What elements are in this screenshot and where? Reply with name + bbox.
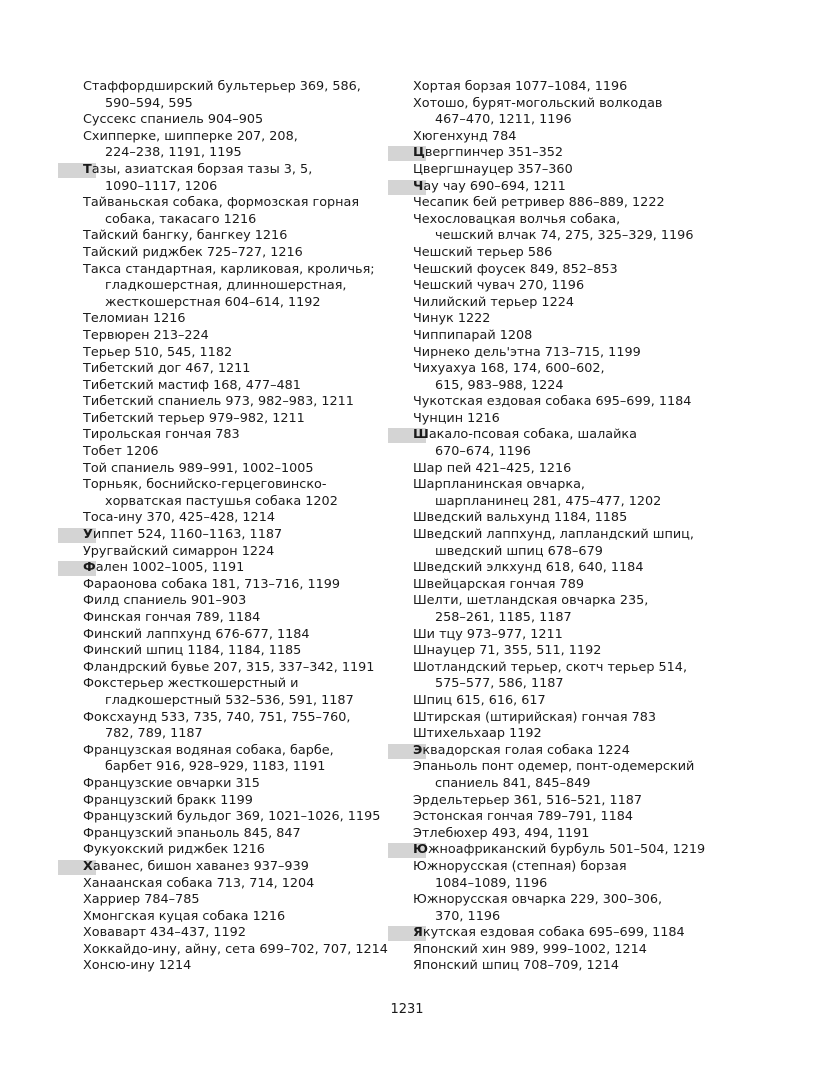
index-entry-line: Шарпланинская овчарка, (413, 477, 585, 493)
index-entry (413, 743, 723, 760)
index-entry-line: Чунцин 1216 (413, 410, 500, 426)
index-entry-text: жноафриканский бурбуль 501–504, 1219 (428, 842, 706, 858)
index-entry (413, 477, 723, 510)
index-entry (83, 643, 401, 660)
index-entry-line: Чирнеко дель'этна 713–715, 1199 (413, 344, 641, 360)
index-entry-continuation: собака, такасаго 1216 (105, 211, 257, 227)
index-entry-continuation: 258–261, 1185, 1187 (435, 610, 572, 625)
index-entry (413, 394, 723, 411)
index-entry-line: Эрдельтерьер 361, 516–521, 1187 (413, 792, 643, 808)
index-entry-line: Шпиц 615, 616, 617 (413, 692, 546, 708)
index-entry-line (413, 427, 723, 444)
index-entry (83, 394, 401, 411)
section-letter: Э (413, 742, 423, 758)
index-entry-line: Чинук 1222 (413, 311, 491, 327)
index-entry (83, 195, 401, 228)
index-entry-line: Хортая борзая 1077–1084, 1196 (413, 79, 628, 94)
index-entry-line: Тайваньская собака, формозская горная (83, 195, 360, 211)
index-entry (83, 776, 401, 793)
index-entry-text: кутская ездовая собака 695–699, 1184 (422, 925, 685, 941)
index-entry-line: Шведский элкхунд 618, 640, 1184 (413, 560, 644, 576)
index-entry-line (83, 527, 401, 544)
index-entry-line: Этлебюхер 493, 494, 1191 (413, 825, 590, 841)
page-number: 1231 (390, 1002, 424, 1017)
index-entry (413, 295, 723, 312)
index-entry-line: Тирольская гончая 783 (83, 427, 240, 443)
index-entry (413, 809, 723, 826)
index-entry (83, 361, 401, 378)
section-letter: Ц (413, 145, 425, 161)
index-entry-continuation: 370, 1196 (435, 908, 501, 924)
index-entry (83, 892, 401, 909)
index-entry-line: Тервюрен 213–224 (83, 327, 209, 343)
index-entry (413, 278, 723, 295)
index-entry-line: Французский бульдог 369, 1021–1026, 1195 (83, 809, 381, 825)
index-entry-continuation: 1090–1117, 1206 (105, 178, 218, 194)
index-entry-text: ау чау 690–694, 1211 (423, 178, 566, 194)
index-entry (413, 627, 723, 644)
index-entry (83, 444, 401, 461)
index-entry-line: Эпаньоль понт одемер, понт-одемерский (413, 759, 695, 775)
index-entry (83, 129, 401, 162)
index-entry (83, 245, 401, 262)
index-entry (413, 262, 723, 279)
index-entry-line: Фокстерьер жесткошерстный и (83, 676, 299, 692)
index-entry (413, 942, 723, 959)
index-entry-line: Терьер 510, 545, 1182 (83, 344, 233, 360)
index-entry-continuation: 590–594, 595 (105, 95, 193, 111)
index-entry-text: квадорская голая собака 1224 (422, 742, 630, 758)
index-entry-continuation: шарпланинец 281, 475–477, 1202 (435, 493, 662, 509)
index-entry (83, 793, 401, 810)
index-entry (83, 577, 401, 594)
index-entry (413, 958, 723, 975)
index-entry (413, 145, 723, 162)
index-entry (413, 411, 723, 428)
index-entry-line (413, 179, 723, 196)
index-entry (413, 759, 723, 792)
index-entry (83, 427, 401, 444)
index-entry-line: Схипперке, шипперке 207, 208, (83, 128, 298, 144)
section-letter: Ч (413, 178, 424, 194)
index-entry-line: Хюгенхунд 784 (413, 128, 517, 144)
index-entry (413, 793, 723, 810)
index-entry (413, 826, 723, 843)
index-entry-text: вергпинчер 351–352 (424, 145, 564, 161)
index-entry (83, 510, 401, 527)
index-entry-line: Фараонова собака 181, 713–716, 1199 (83, 576, 341, 592)
index-entry-line: Тайский риджбек 725–727, 1216 (83, 244, 303, 260)
index-entry-line: Чешский чувач 270, 1196 (413, 278, 585, 294)
index-entry-line: Шведский вальхунд 1184, 1185 (413, 510, 628, 526)
index-entry-line: Швейцарская гончая 789 (413, 576, 584, 592)
index-entry-line: Тоса-ину 370, 425–428, 1214 (83, 510, 275, 526)
index-entry (413, 726, 723, 743)
section-letter: Ф (83, 560, 96, 576)
index-entry (83, 79, 401, 112)
index-entry (83, 328, 401, 345)
index-entry-line: Финский лаппхунд 676-677, 1184 (83, 626, 310, 642)
index-entry-line: Шведский лаппхунд, лапландский шпиц, (413, 527, 694, 543)
index-entry (413, 361, 723, 394)
index-entry-line: Хонсю-ину 1214 (83, 958, 192, 974)
index-entry-line: Шнауцер 71, 355, 511, 1192 (413, 643, 602, 659)
index-entry-line: Чешский фоусек 849, 852–853 (413, 261, 618, 277)
index-column-left (83, 79, 401, 975)
index-entry (413, 311, 723, 328)
index-entry-line: Тобет 1206 (83, 444, 159, 460)
index-entry (413, 693, 723, 710)
index-entry (83, 826, 401, 843)
index-entry-line: Хмонгская куцая собака 1216 (83, 908, 286, 924)
index-entry (413, 577, 723, 594)
index-entry (83, 593, 401, 610)
index-entry (413, 593, 723, 626)
index-entry-line: Торньяк, боснийско-герцеговинско- (83, 477, 327, 493)
index-entry (83, 942, 401, 959)
index-entry-line: Ховаварт 434–437, 1192 (83, 925, 246, 941)
index-entry-line: Чилийский терьер 1224 (413, 294, 574, 310)
index-column-right (413, 79, 723, 975)
index-entry-line: Суссекс спаниель 904–905 (83, 112, 264, 128)
index-entry (83, 311, 401, 328)
index-entry (413, 179, 723, 196)
section-letter: Т (83, 161, 92, 177)
index-entry-line: Уругвайский симаррон 1224 (83, 543, 275, 559)
index-entry-line: Чихуахуа 168, 174, 600–602, (413, 361, 605, 377)
index-entry-continuation: 467–470, 1211, 1196 (435, 112, 572, 128)
index-entry-line: Финский шпиц 1184, 1184, 1185 (83, 643, 302, 659)
index-entry (413, 925, 723, 942)
index-entry-line: Тибетский терьер 979–982, 1211 (83, 410, 305, 426)
index-entry-line: Той спаниель 989–991, 1002–1005 (83, 460, 314, 476)
index-entry (83, 378, 401, 395)
section-letter: У (83, 527, 93, 543)
index-entry-line: Тибетский мастиф 168, 477–481 (83, 377, 301, 393)
index-entry (83, 842, 401, 859)
index-entry-line: Чехословацкая волчья собака, (413, 211, 621, 227)
index-entry-line: Японский шпиц 708–709, 1214 (413, 958, 620, 974)
index-entry-line: Фукуокский риджбек 1216 (83, 842, 265, 858)
index-entry-line: Французский бракк 1199 (83, 792, 253, 808)
index-entry-line: Шар пей 421–425, 1216 (413, 460, 572, 476)
index-entry (83, 925, 401, 942)
index-entry-line (83, 560, 401, 577)
index-entry-line (413, 145, 723, 162)
index-entry (413, 96, 723, 129)
index-entry (413, 195, 723, 212)
index-entry (83, 461, 401, 478)
index-entry-line: Хотошо, бурят-могольский волкодав (413, 95, 663, 111)
index-entry-continuation: 575–577, 586, 1187 (435, 676, 564, 692)
index-entry-line: Тайский бангку, бангкеу 1216 (83, 228, 288, 244)
index-entry (83, 262, 401, 312)
index-entry-line: Французский эпаньоль 845, 847 (83, 825, 301, 841)
index-entry-line: Чукотская ездовая собака 695–699, 1184 (413, 394, 692, 410)
index-entry-continuation: чешский влчак 74, 275, 325–329, 1196 (435, 228, 694, 244)
index-entry (413, 245, 723, 262)
index-entry (83, 859, 401, 876)
index-entry-line: Штихельхаар 1192 (413, 726, 542, 742)
index-entry (413, 212, 723, 245)
index-entry-line: Харриер 784–785 (83, 892, 200, 908)
index-entry-continuation: хорватская пастушья собака 1202 (105, 493, 338, 509)
index-entry (83, 610, 401, 627)
index-entry-text: ален 1002–1005, 1191 (95, 560, 245, 576)
index-entry (83, 345, 401, 362)
index-entry-line: Тибетский спаниель 973, 982–983, 1211 (83, 394, 354, 410)
index-entry-line: Южнорусская овчарка 229, 300–306, (413, 892, 663, 908)
index-entry-line: Шелти, шетландская овчарка 235, (413, 593, 649, 609)
index-entry-continuation: 670–674, 1196 (435, 444, 531, 460)
index-entry (413, 162, 723, 179)
index-entry-line (413, 925, 723, 942)
index-entry (83, 411, 401, 428)
index-entry (83, 627, 401, 644)
index-entry (413, 842, 723, 859)
index-entry (413, 560, 723, 577)
index-entry-line: Фоксхаунд 533, 735, 740, 751, 755–760, (83, 709, 351, 725)
index-entry-continuation: 615, 983–988, 1224 (435, 377, 564, 393)
index-entry (83, 676, 401, 709)
index-entry-line: Ханаанская собака 713, 714, 1204 (83, 875, 315, 891)
index-entry-line: Хоккайдо-ину, айну, сета 699–702, 707, 1214 (83, 941, 388, 957)
index-entry (413, 79, 723, 96)
index-entry (83, 162, 401, 195)
section-letter: Я (413, 925, 423, 941)
index-entry-line (413, 842, 723, 859)
index-entry-line (83, 162, 401, 179)
index-entry-line: Южнорусская (степная) борзая (413, 858, 627, 874)
index-entry-text: аванес, бишон хаванез 937–939 (92, 858, 309, 874)
index-entry-line: Цвергшнауцер 357–360 (413, 161, 573, 177)
index-entry-continuation: гладкошерстная, длинношерстная, (105, 278, 347, 294)
index-entry (83, 544, 401, 561)
index-entry (83, 527, 401, 544)
index-entry (83, 710, 401, 743)
index-entry-line: Чешский терьер 586 (413, 244, 553, 260)
index-entry-line: Финская гончая 789, 1184 (83, 610, 261, 625)
index-entry-text: акало-псовая собака, шалайка (428, 427, 637, 443)
index-entry (413, 510, 723, 527)
section-letter: Ш (413, 427, 429, 443)
index-entry (413, 859, 723, 892)
index-entry (413, 892, 723, 925)
index-entry (83, 909, 401, 926)
index-entry-continuation: 1084–1089, 1196 (435, 875, 548, 891)
index-entry-line (413, 743, 723, 760)
index-entry-line: Филд спаниель 901–903 (83, 593, 247, 609)
index-entry-line (83, 859, 401, 876)
index-entry (413, 345, 723, 362)
section-letter: Ю (413, 842, 429, 858)
index-entry-continuation: жесткошерстная 604–614, 1192 (105, 294, 321, 310)
index-entry (413, 710, 723, 727)
index-entry-continuation: шведский шпиц 678–679 (435, 543, 603, 559)
section-letter: Х (83, 858, 93, 874)
index-entry-continuation: спаниель 841, 845–849 (435, 775, 591, 791)
index-entry (83, 112, 401, 129)
index-entry-line: Тибетский дог 467, 1211 (83, 361, 251, 377)
index-entry-line: Чесапик бей ретривер 886–889, 1222 (413, 195, 665, 211)
index-entry-continuation: гладкошерстный 532–536, 591, 1187 (105, 692, 354, 708)
index-entry (413, 660, 723, 693)
index-entry-line: Французская водяная собака, барбе, (83, 742, 334, 758)
index-entry-line: Эстонская гончая 789–791, 1184 (413, 809, 634, 825)
index-entry-continuation: 782, 789, 1187 (105, 726, 203, 742)
index-entry-line: Японский хин 989, 999–1002, 1214 (413, 941, 647, 957)
index-entry-line: Французские овчарки 315 (83, 775, 260, 791)
index-entry (83, 809, 401, 826)
index-entry (413, 328, 723, 345)
index-entry (413, 643, 723, 660)
index-entry (413, 427, 723, 460)
index-entry-line: Фландрский бувье 207, 315, 337–342, 1191 (83, 659, 375, 675)
index-entry (83, 958, 401, 975)
index-entry-line: Теломиан 1216 (83, 311, 186, 327)
index-entry-line: Такса стандартная, карликовая, кроличья; (83, 261, 375, 277)
index-entry-line: Штирская (штирийская) гончая 783 (413, 709, 657, 725)
index-entry (413, 527, 723, 560)
index-entry-text: азы, азиатская борзая тазы 3, 5, (91, 161, 313, 177)
index-entry-text: иппет 524, 1160–1163, 1187 (92, 527, 283, 543)
index-entry (413, 129, 723, 146)
index-entry-line: Ши тцу 973–977, 1211 (413, 626, 563, 642)
index-entry (83, 477, 401, 510)
index-entry-line: Стаффордширский бультерьер 369, 586, (83, 79, 361, 94)
index-entry-line: Чиппипарай 1208 (413, 327, 533, 343)
index-entry-continuation: 224–238, 1191, 1195 (105, 145, 242, 161)
index-entry (83, 743, 401, 776)
index-entry-line: Шотландский терьер, скотч терьер 514, (413, 659, 688, 675)
index-entry (413, 461, 723, 478)
index-entry (83, 876, 401, 893)
index-entry (83, 560, 401, 577)
index-entry-continuation: барбет 916, 928–929, 1183, 1191 (105, 759, 326, 775)
index-entry (83, 660, 401, 677)
index-entry (83, 228, 401, 245)
